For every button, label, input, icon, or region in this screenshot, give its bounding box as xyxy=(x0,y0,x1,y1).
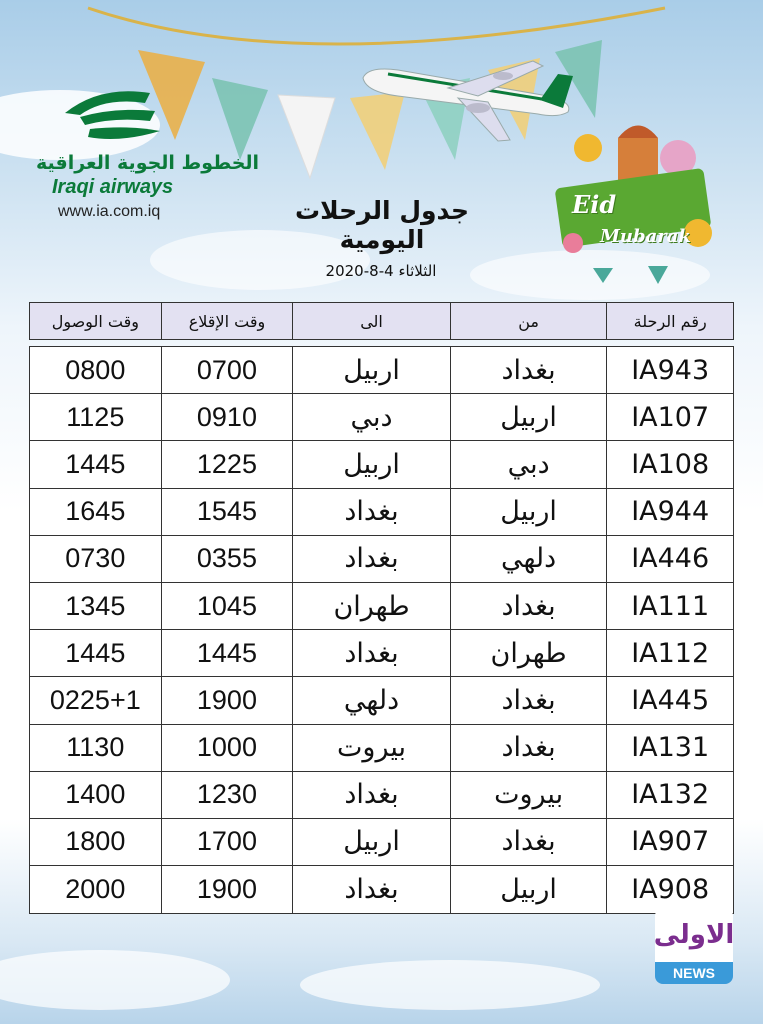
flight-number-cell: IA908 xyxy=(606,866,733,913)
table-row xyxy=(30,347,733,394)
table-row xyxy=(30,630,733,677)
table-header xyxy=(29,302,734,340)
origin-cell: بغداد xyxy=(450,583,607,629)
table-row xyxy=(30,772,733,819)
flight-number-cell: IA107 xyxy=(606,394,733,440)
arrival-cell: 0730 xyxy=(65,543,126,574)
table-row xyxy=(30,394,733,441)
header-arrival-time: وقت الوصول xyxy=(51,311,139,331)
departure-cell: 1545 xyxy=(161,489,293,535)
flight-number-cell: IA131 xyxy=(606,725,733,771)
destination-cell: بغداد xyxy=(292,489,450,535)
destination-cell: اربيل xyxy=(292,347,450,393)
flight-number-cell: IA445 xyxy=(606,677,733,723)
destination-cell: بيروت xyxy=(292,725,450,771)
table-row xyxy=(30,489,733,536)
flight-number-cell: IA944 xyxy=(606,489,733,535)
table-row xyxy=(30,536,733,583)
flight-number-cell: IA907 xyxy=(606,819,733,865)
logo-latin-text: Iraqi airways xyxy=(52,176,174,198)
cloud-decoration xyxy=(300,960,600,1010)
arrival-cell: 1125 xyxy=(66,401,125,432)
flight-number-cell: IA112 xyxy=(606,630,733,676)
origin-cell: بيروت xyxy=(450,772,607,818)
origin-cell: دبي xyxy=(450,441,607,487)
mubarak-text: Mubarak xyxy=(600,226,691,247)
destination-cell: بغداد xyxy=(292,866,450,913)
arrival-cell: 1445 xyxy=(65,448,126,479)
flight-number-cell: IA446 xyxy=(606,536,733,582)
table-row xyxy=(30,677,733,724)
departure-cell: 1000 xyxy=(161,725,293,771)
origin-cell: اربيل xyxy=(450,866,607,913)
departure-cell: 0910 xyxy=(161,394,293,440)
iraqi-airways-logo xyxy=(40,75,220,150)
page-title: جدول الرحلات اليومية xyxy=(294,196,470,254)
origin-cell: اربيل xyxy=(450,394,607,440)
arrival-cell: 0800 xyxy=(65,354,126,385)
flight-number-cell: IA132 xyxy=(606,772,733,818)
table-row xyxy=(30,583,733,630)
header-to: الى xyxy=(292,303,450,339)
table-row xyxy=(30,819,733,866)
arrival-cell: 1800 xyxy=(65,826,126,857)
origin-cell: اربيل xyxy=(450,489,607,535)
departure-cell: 0355 xyxy=(161,536,293,582)
news-logo-arabic: الاولى xyxy=(655,908,733,962)
arrival-cell: 1645 xyxy=(65,496,126,527)
flight-schedule-table xyxy=(29,346,734,914)
destination-cell: اربيل xyxy=(292,819,450,865)
flight-number-cell: IA108 xyxy=(606,441,733,487)
departure-cell: 1225 xyxy=(161,441,293,487)
arrival-cell: 1445 xyxy=(65,637,126,668)
news-logo-label: NEWS xyxy=(655,962,733,984)
cloud-decoration xyxy=(0,950,230,1010)
destination-cell: دبي xyxy=(292,394,450,440)
origin-cell: طهران xyxy=(450,630,607,676)
origin-cell: دلهي xyxy=(450,536,607,582)
eid-text: Eid xyxy=(572,190,617,219)
origin-cell: بغداد xyxy=(450,725,607,771)
departure-cell: 1900 xyxy=(161,677,293,723)
news-logo-badge xyxy=(655,908,733,984)
header-departure-time: وقت الإقلاع xyxy=(161,303,293,339)
flight-number-cell: IA111 xyxy=(606,583,733,629)
arrival-cell: 0225+1 xyxy=(49,684,141,715)
arrival-cell: 1130 xyxy=(66,732,125,763)
origin-cell: بغداد xyxy=(450,677,607,723)
website-url: www.ia.com.iq xyxy=(58,203,161,220)
table-row xyxy=(30,725,733,772)
departure-cell: 1900 xyxy=(161,866,293,913)
departure-cell: 1700 xyxy=(161,819,293,865)
arrival-cell: 1345 xyxy=(65,590,126,621)
destination-cell: دلهي xyxy=(292,677,450,723)
logo-arabic-text: الخطوط الجوية العراقية xyxy=(36,152,260,174)
header-from: من xyxy=(450,303,607,339)
destination-cell: بغداد xyxy=(292,536,450,582)
header-flight-number: رقم الرحلة xyxy=(606,303,733,339)
departure-cell: 1445 xyxy=(161,630,293,676)
table-row xyxy=(30,441,733,488)
departure-cell: 1045 xyxy=(161,583,293,629)
arrival-cell: 2000 xyxy=(65,874,126,905)
destination-cell: اربيل xyxy=(292,441,450,487)
destination-cell: طهران xyxy=(292,583,450,629)
destination-cell: بغداد xyxy=(292,630,450,676)
origin-cell: بغداد xyxy=(450,347,607,393)
flight-number-cell: IA943 xyxy=(606,347,733,393)
origin-cell: بغداد xyxy=(450,819,607,865)
schedule-date: الثلاثاء 4-8-2020 xyxy=(325,262,437,280)
destination-cell: بغداد xyxy=(292,772,450,818)
arrival-cell: 1400 xyxy=(65,779,126,810)
departure-cell: 0700 xyxy=(161,347,293,393)
departure-cell: 1230 xyxy=(161,772,293,818)
table-row xyxy=(30,866,733,913)
